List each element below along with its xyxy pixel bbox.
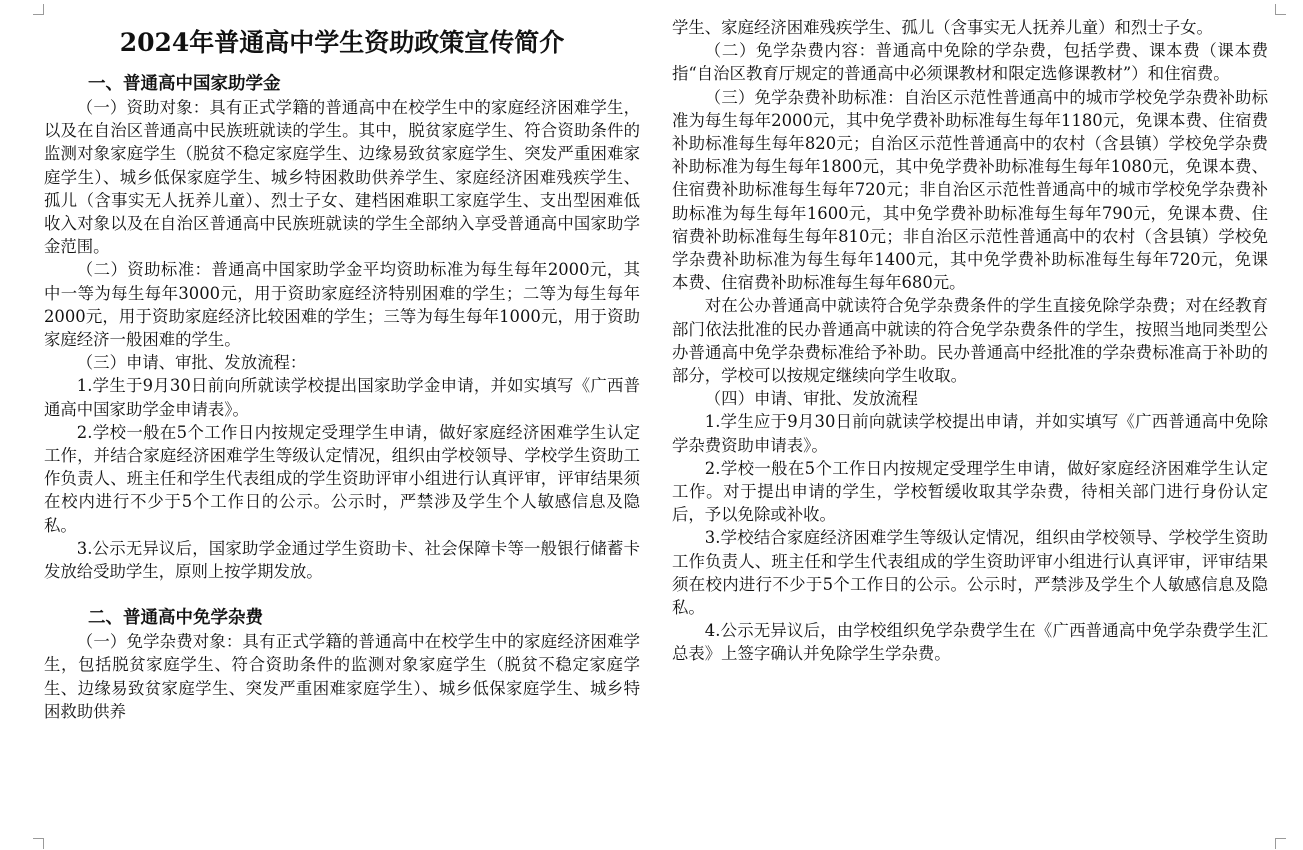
paragraph-continued: 学生、家庭经济困难残疾学生、孤儿（含事实无人抚养儿童）和烈士子女。 bbox=[672, 18, 1213, 37]
section-heading-national-grant: 一、普通高中国家助学金 bbox=[88, 74, 281, 94]
crop-mark-top-right bbox=[1275, 4, 1286, 15]
paragraph: 3.学校结合家庭经济困难学生等级认定情况，组织由学校领导、学校学生资助工作负责人、班主任和学生代表组成的学生资助评审小组进行认真评审，评审结果须在校内进行不少于5个工作日的公示。公示时，严禁涉及学生个人敏感信息及隐私。 bbox=[672, 528, 1268, 618]
crop-mark-bottom-right bbox=[1275, 838, 1286, 849]
paragraph: 对在公办普通高中就读符合免学杂费条件的学生直接免除学杂费；对在经教育部门依法批准的民办普通高中就读的符合免学杂费条件的学生，按照当地同类型公办普通高中免学杂费标准给予补助。民办普通高中经批准的学杂费标准高于补助的部分，学校可以按规定继续向学生收取。 bbox=[672, 296, 1268, 386]
crop-mark-bottom-left bbox=[33, 838, 44, 849]
paragraph: （二）免学杂费内容：普通高中免除的学杂费，包括学费、课本费（课本费指“自治区教育厅规定的普通高中必须课教材和限定选修课教材”）和住宿费。 bbox=[672, 41, 1268, 84]
section-heading-tuition-exemption: 二、普通高中免学杂费 bbox=[88, 608, 263, 629]
paragraph: （三）免学杂费补助标准：自治区示范性普通高中的城市学校免学杂费补助标准为每生每年2000元，其中免学费补助标准每生每年1180元，免课本费、住宿费补助标准每生每年820元；自治区示范性普通高中的农村（含县镇）学校免学杂费补助标准为每生每年1800元，其中免学费补助标准每生每年1080元，免课本费、住宿费补助标准每生每年720元；非自治区示范性普通高中的城市学校免学杂费补助标准为每生每年1600元，其中免学费补助标准每生每年790元，免课本费、住宿费补助标准每生每年810元；非自治区示范性普通高中的农村（含县镇）学校免学杂费补助标准为每生每年1400元，其中免学费补助标准每生每年720元，免课本费、住宿费补助标准每生每年680元。 bbox=[672, 87, 1268, 293]
right-column bbox=[672, 16, 1268, 666]
document-title: 2024年普通高中学生资助政策宣传简介 bbox=[119, 28, 565, 57]
paragraph: （四）申请、审批、发放流程 bbox=[704, 389, 918, 409]
paragraph: 2.学校一般在5个工作日内按规定受理学生申请，做好家庭经济困难学生认定工作，并结合家庭经济困难学生等级认定情况，组织由学校领导、学校学生资助工作负责人、班主任和学生代表组成的学生资助评审小组进行认真评审，评审结果须在校内进行不少于5个工作日的公示。公示时，严禁涉及学生个人敏感信息及隐私。 bbox=[44, 422, 640, 535]
paragraph: 1.学生应于9月30日前向就读学校提出申请，并如实填写《广西普通高中免除学杂费资助申请表》。 bbox=[672, 412, 1268, 455]
paragraph: （一）资助对象：具有正式学籍的普通高中在校学生中的家庭经济困难学生，以及在自治区普通高中民族班就读的学生。其中，脱贫家庭学生、符合资助条件的监测对象家庭学生（脱贫不稳定家庭学生、边缘易致贫家庭学生、突发严重困难家庭学生）、城乡低保家庭学生、城乡特困救助供养学生、家庭经济困难残疾学生、孤儿（含事实无人抚养儿童）、烈士子女、建档困难职工家庭学生、支出型困难低收入对象以及在自治区普通高中民族班就读的学生全部纳入享受普通高中国家助学金范围。 bbox=[44, 98, 640, 257]
paragraph: （二）资助标准：普通高中国家助学金平均资助标准为每生每年2000元，其中一等为每生每年3000元，用于资助家庭经济特别困难的学生；二等为每生每年2000元，用于资助家庭经济比较困难的学生；三等为每生每年1000元，用于资助家庭经济一般困难的学生。 bbox=[44, 260, 640, 350]
paragraph: 2.学校一般在5个工作日内按规定受理学生申请，做好家庭经济困难学生认定工作。对于提出申请的学生，学校暂缓收取其学杂费，待相关部门进行身份认定后，予以免除或补收。 bbox=[672, 458, 1268, 525]
crop-mark-top-left bbox=[33, 4, 44, 15]
paragraph: （三）申请、审批、发放流程： bbox=[76, 353, 307, 373]
paragraph: （一）免学杂费对象：具有正式学籍的普通高中在校学生中的家庭经济困难学生，包括脱贫家庭学生、符合资助条件的监测对象家庭学生（脱贫不稳定家庭学生、边缘易致贫家庭学生、突发严重困难家庭学生）、城乡低保家庭学生、城乡特困救助供养 bbox=[44, 632, 640, 721]
left-column bbox=[44, 12, 640, 723]
paragraph: 3.公示无异议后，国家助学金通过学生资助卡、社会保障卡等一般银行储蓄卡发放给受助学生，原则上按学期发放。 bbox=[44, 538, 640, 582]
paragraph: 1.学生于9月30日前向所就读学校提出国家助学金申请，并如实填写《广西普通高中国家助学金申请表》。 bbox=[44, 376, 640, 419]
paragraph: 4.公示无异议后，由学校组织免学杂费学生在《广西普通高中免学杂费学生汇总表》上签字确认并免除学生学杂费。 bbox=[672, 621, 1268, 664]
